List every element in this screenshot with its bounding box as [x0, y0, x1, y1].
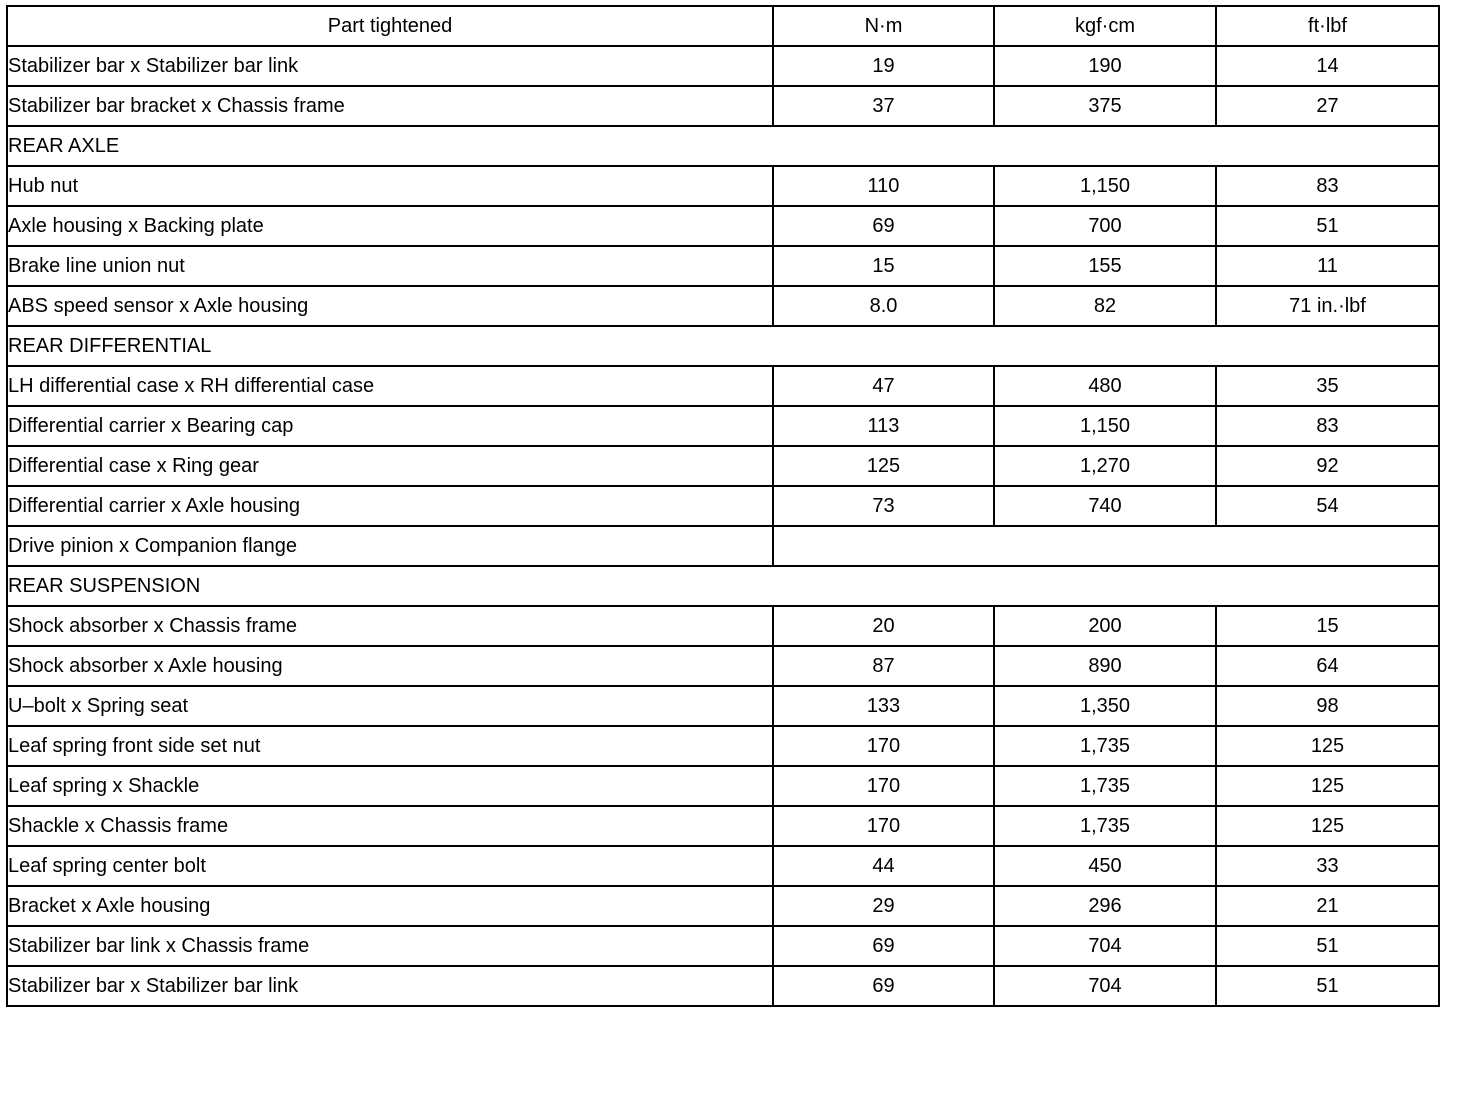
kgfcm-value: 480	[994, 366, 1216, 406]
ftlbf-value: 33	[1216, 846, 1439, 886]
kgfcm-value: 1,150	[994, 166, 1216, 206]
table-row	[7, 166, 1439, 206]
table-row	[7, 446, 1439, 486]
nm-value: 113	[773, 406, 994, 446]
nm-value: 69	[773, 206, 994, 246]
header-row	[7, 6, 1439, 46]
nm-value: 37	[773, 86, 994, 126]
kgfcm-value: 1,735	[994, 806, 1216, 846]
table-row	[7, 926, 1439, 966]
table-body	[7, 46, 1439, 1006]
nm-value: 8.0	[773, 286, 994, 326]
ftlbf-value: 27	[1216, 86, 1439, 126]
part-name: Stabilizer bar x Stabilizer bar link	[7, 966, 773, 1006]
nm-value: 133	[773, 686, 994, 726]
table-row	[7, 846, 1439, 886]
kgfcm-value: 704	[994, 926, 1216, 966]
table-row	[7, 686, 1439, 726]
section-title: REAR SUSPENSION	[7, 566, 1439, 606]
ftlbf-value: 71 in.·lbf	[1216, 286, 1439, 326]
nm-value: 170	[773, 806, 994, 846]
nm-value: 44	[773, 846, 994, 886]
table-row	[7, 886, 1439, 926]
kgfcm-value: 296	[994, 886, 1216, 926]
ftlbf-value: 11	[1216, 246, 1439, 286]
nm-value: 87	[773, 646, 994, 686]
part-name: Leaf spring center bolt	[7, 846, 773, 886]
nm-value: 15	[773, 246, 994, 286]
kgfcm-value: 200	[994, 606, 1216, 646]
ftlbf-value: 83	[1216, 166, 1439, 206]
kgfcm-value: 704	[994, 966, 1216, 1006]
nm-value: 19	[773, 46, 994, 86]
nm-value: 73	[773, 486, 994, 526]
table-row	[7, 86, 1439, 126]
part-name: Stabilizer bar link x Chassis frame	[7, 926, 773, 966]
kgfcm-value: 375	[994, 86, 1216, 126]
part-name: U–bolt x Spring seat	[7, 686, 773, 726]
torque-specification-table	[6, 5, 1440, 1007]
part-name: Differential carrier x Bearing cap	[7, 406, 773, 446]
section-row	[7, 126, 1439, 166]
kgfcm-value: 740	[994, 486, 1216, 526]
table-row	[7, 366, 1439, 406]
kgfcm-value: 450	[994, 846, 1216, 886]
ftlbf-value: 51	[1216, 206, 1439, 246]
section-row	[7, 566, 1439, 606]
table-row	[7, 206, 1439, 246]
nm-value: 29	[773, 886, 994, 926]
kgfcm-value: 1,350	[994, 686, 1216, 726]
ftlbf-value: 21	[1216, 886, 1439, 926]
part-name: Bracket x Axle housing	[7, 886, 773, 926]
nm-value: 20	[773, 606, 994, 646]
part-name: Leaf spring front side set nut	[7, 726, 773, 766]
header-part-tightened: Part tightened	[7, 6, 773, 46]
section-title: REAR DIFFERENTIAL	[7, 326, 1439, 366]
section-row	[7, 326, 1439, 366]
part-name: Differential case x Ring gear	[7, 446, 773, 486]
part-name: Shock absorber x Chassis frame	[7, 606, 773, 646]
kgfcm-value: 82	[994, 286, 1216, 326]
nm-value: 125	[773, 446, 994, 486]
kgfcm-value: 1,735	[994, 726, 1216, 766]
table-row	[7, 966, 1439, 1006]
part-name: Brake line union nut	[7, 246, 773, 286]
table-row	[7, 526, 1439, 566]
table-row	[7, 806, 1439, 846]
kgfcm-value: 155	[994, 246, 1216, 286]
ftlbf-value: 54	[1216, 486, 1439, 526]
part-name: Stabilizer bar bracket x Chassis frame	[7, 86, 773, 126]
part-name: Hub nut	[7, 166, 773, 206]
kgfcm-value: 1,735	[994, 766, 1216, 806]
table-header	[7, 6, 1439, 46]
table-row	[7, 606, 1439, 646]
table-row	[7, 46, 1439, 86]
table-row	[7, 766, 1439, 806]
header-nm: N·m	[773, 6, 994, 46]
ftlbf-value: 15	[1216, 606, 1439, 646]
ftlbf-value: 83	[1216, 406, 1439, 446]
part-name: ABS speed sensor x Axle housing	[7, 286, 773, 326]
ftlbf-value: 51	[1216, 926, 1439, 966]
ftlbf-value: 98	[1216, 686, 1439, 726]
nm-value: 69	[773, 926, 994, 966]
table-row	[7, 486, 1439, 526]
table-row	[7, 646, 1439, 686]
table-row	[7, 246, 1439, 286]
part-name: Stabilizer bar x Stabilizer bar link	[7, 46, 773, 86]
kgfcm-value: 1,150	[994, 406, 1216, 446]
table-row	[7, 406, 1439, 446]
part-name: Differential carrier x Axle housing	[7, 486, 773, 526]
part-name: Axle housing x Backing plate	[7, 206, 773, 246]
ftlbf-value: 125	[1216, 726, 1439, 766]
ftlbf-value: 51	[1216, 966, 1439, 1006]
ftlbf-value: 14	[1216, 46, 1439, 86]
kgfcm-value: 700	[994, 206, 1216, 246]
section-title: REAR AXLE	[7, 126, 1439, 166]
part-name: Shackle x Chassis frame	[7, 806, 773, 846]
part-name: Leaf spring x Shackle	[7, 766, 773, 806]
nm-value: 170	[773, 766, 994, 806]
nm-value: 69	[773, 966, 994, 1006]
ftlbf-value: 64	[1216, 646, 1439, 686]
kgfcm-value: 190	[994, 46, 1216, 86]
table-row	[7, 726, 1439, 766]
ftlbf-value: 35	[1216, 366, 1439, 406]
ftlbf-value: 92	[1216, 446, 1439, 486]
part-name: Shock absorber x Axle housing	[7, 646, 773, 686]
kgfcm-value: 1,270	[994, 446, 1216, 486]
part-name: LH differential case x RH differential case	[7, 366, 773, 406]
part-name: Drive pinion x Companion flange	[7, 526, 773, 566]
table-row	[7, 286, 1439, 326]
kgfcm-value: 890	[994, 646, 1216, 686]
nm-value: 47	[773, 366, 994, 406]
header-kgfcm: kgf·cm	[994, 6, 1216, 46]
ftlbf-value: 125	[1216, 766, 1439, 806]
empty-value-cell	[773, 526, 1439, 566]
ftlbf-value: 125	[1216, 806, 1439, 846]
nm-value: 170	[773, 726, 994, 766]
nm-value: 110	[773, 166, 994, 206]
header-ftlbf: ft·lbf	[1216, 6, 1439, 46]
